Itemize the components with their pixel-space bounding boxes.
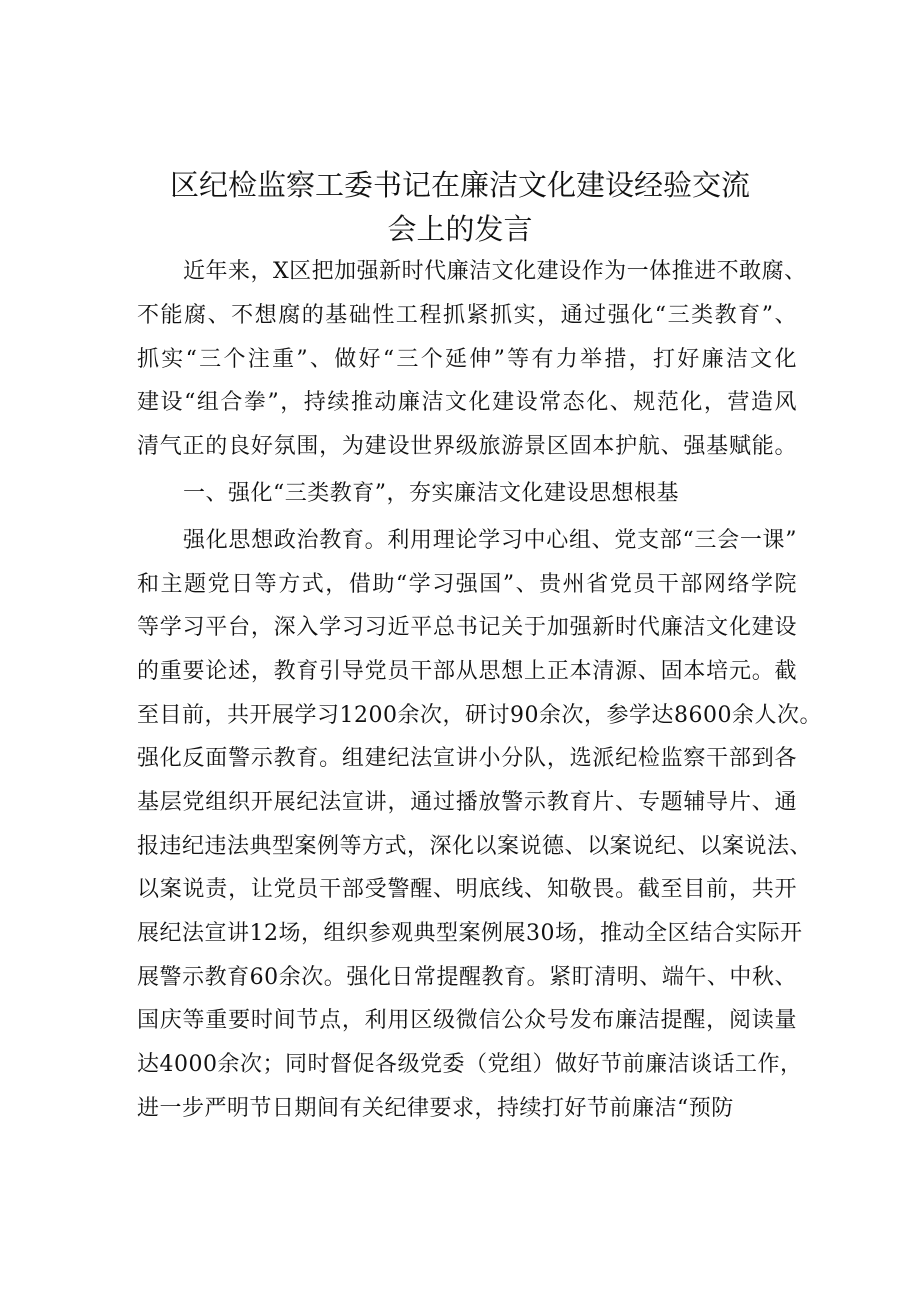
- paragraph1-line: 抓实“三个注重”、做好“三个延伸”等有力举措，打好廉洁文化: [137, 347, 797, 372]
- paragraph2-line: 等学习平台，深入学习习近平总书记关于加强新时代廉洁文化建设: [137, 615, 797, 640]
- paragraph2-line: 的重要论述，教育引导党员干部从思想上正本清源、固本培元。截: [137, 659, 797, 684]
- paragraph2-line: 进一步严明节日期间有关纪律要求，持续打好节前廉洁“预防: [137, 1096, 734, 1121]
- paragraph2-line: 国庆等重要时间节点，利用区级微信公众号发布廉洁提醒，阅读量: [137, 1008, 797, 1033]
- paragraph2-line: 强化思想政治教育。利用理论学习中心组、党支部“三会一课”: [183, 528, 797, 553]
- paragraph2-line: 和主题党日等方式，借助“学习强国”、贵州省党员干部网络学院: [137, 572, 797, 597]
- paragraph1-line: 建设“组合拳”，持续推动廉洁文化建设常态化、规范化，营造风: [137, 390, 797, 415]
- paragraph1-line: 清气正的良好氛围，为建设世界级旅游景区固本护航、强基赋能。: [137, 434, 797, 459]
- paragraph2-line: 以案说责，让党员干部受警醒、明底线、知敬畏。截至目前，共开: [137, 877, 797, 902]
- document-title-line-1: 区纪检监察工委书记在廉洁文化建设经验交流: [169, 168, 750, 202]
- paragraph1-line: 不能腐、不想腐的基础性工程抓紧抓实，通过强化“三类教育”、: [137, 303, 797, 328]
- paragraph2-line: 基层党组织开展纪法宣讲，通过播放警示教育片、专题辅导片、通: [137, 790, 797, 815]
- paragraph2-line: 强化反面警示教育。组建纪法宣讲小分队，选派纪检监察干部到各: [137, 746, 797, 771]
- paragraph2-line: 展纪法宣讲12场，组织参观典型案例展30场，推动全区结合实际开: [137, 921, 803, 946]
- paragraph2-line: 达4000余次；同时督促各级党委（党组）做好节前廉洁谈话工作，: [137, 1052, 803, 1077]
- document-title-line-2: 会上的发言: [387, 212, 533, 246]
- section-heading-1: 一、强化“三类教育”，夯实廉洁文化建设思想根基: [183, 481, 679, 506]
- paragraph1-line: 近年来，X区把加强新时代廉洁文化建设作为一体推进不敢腐、: [183, 259, 807, 284]
- paragraph2-line: 报违纪违法典型案例等方式，深化以案说德、以案说纪、以案说法、: [137, 834, 813, 859]
- paragraph2-line: 展警示教育60余次。强化日常提醒教育。紧盯清明、端午、中秋、: [137, 965, 797, 990]
- paragraph2-line: 至目前，共开展学习1200余次，研讨90余次，参学达8600余人次。: [137, 703, 822, 728]
